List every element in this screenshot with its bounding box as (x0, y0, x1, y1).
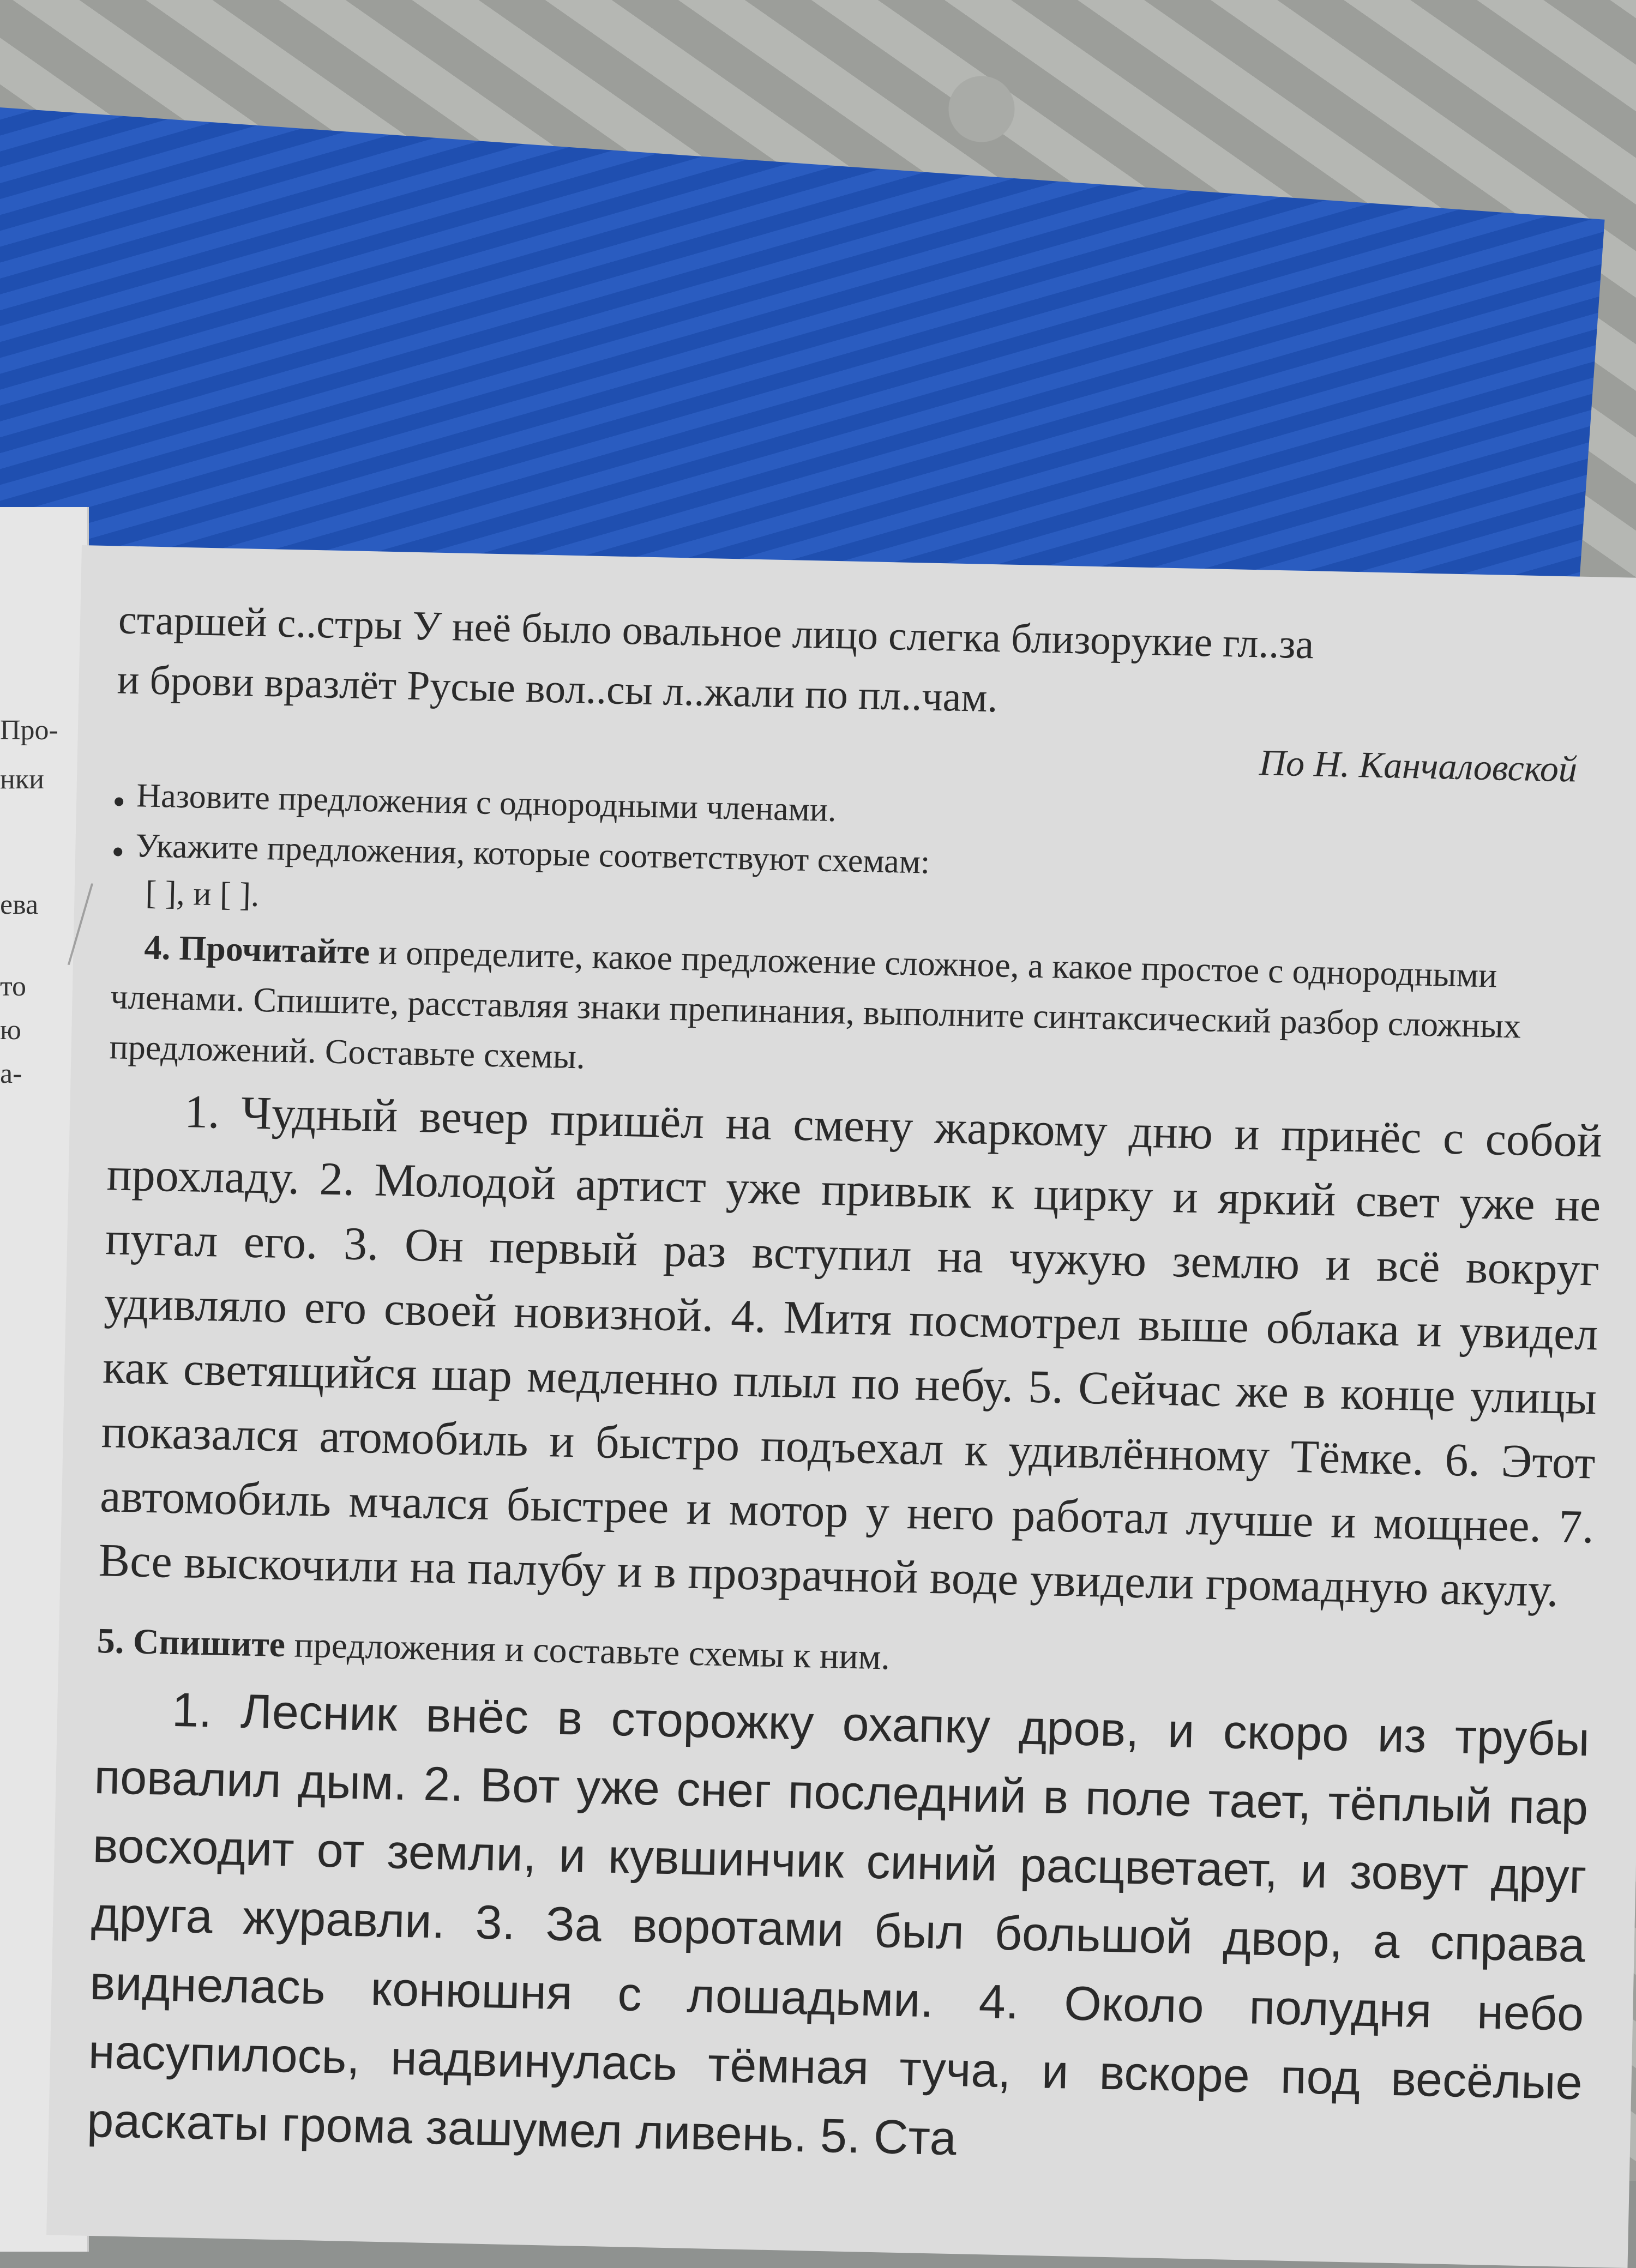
left-fragment: Про- (0, 715, 58, 746)
left-fragment: ю (0, 1015, 21, 1046)
left-fragment: то (0, 971, 27, 1002)
task-5-text: предложения и составьте схемы к ним. (293, 1625, 891, 1678)
bullet-icon (113, 847, 122, 856)
question-text: Назовите предложения с однородными членами. (136, 777, 837, 829)
task-4-sentences: 1. Чудный вечер пришёл на смену жаркому дню и принёс с собой прохладу. 2. Молодой артист уже привык к цирку и яркий свет уже не пугал его. 3. Он первый раз вступил на чужую землю и всё вокруг удивляло его своей новизной. 4. Митя посмотрел выше облака и увидел как светящийся шар медленно плыл по небу. 5. Сейчас же в конце улицы показался атомобиль и быстро подъехал к удивлённому Тёмке. 6. Этот автомобиль мчался быстрее и мотор у него работал лучше и мощнее. 7. Все выскочили на палубу и в прозрачной воде увидели громадную акулу. (98, 1085, 1603, 1617)
task-4-number: 4. Прочитайте (143, 927, 370, 972)
task-5-number: 5. Спишите (97, 1621, 286, 1665)
left-fragment: нки (0, 764, 44, 795)
task-4-instruction (109, 921, 1606, 1103)
page-content (86, 589, 1613, 2186)
schema: [ ], и [ ]. (145, 874, 260, 914)
task-4-text: и определите, какое предложение сложное, а какое простое с однородными членами. Спишите, расставляя знаки препинания, выполните синтаксический разбор сложных предложений. Составьте схемы. (109, 932, 1521, 1076)
passage-line: старшей с..стры У неё было овальное лицо слегка близорукие гл..за (118, 596, 1315, 668)
left-fragment: ева (0, 889, 39, 920)
attribution: По Н. Канчаловской (1259, 741, 1578, 790)
question-text: Укажите предложения, которые соответствуют схемам: (135, 827, 930, 881)
bullet-icon (115, 797, 123, 806)
passage-line: и брови вразлёт Русые вол..сы л..жали по пл..чам. (116, 656, 999, 721)
task-5-sentences: 1. Лесник внёс в сторожку охапку дров, и скоро из трубы повалил дым. 2. Вот уже снег последний в поле тает, тёплый пар восходит от земли, и кувшинчик синий расцветает, и зовут друг друга журавли. 3. За воротами был большой двор, а справа виднелась конюшня с лошадьми. 4. Около полудня небо насупилось, надвинулась тёмная туча, и вскоре под весёлые раскаты грома зашумел ливень. 5. Ста (86, 1682, 1590, 2166)
book-page (46, 545, 1636, 2268)
left-fragment: а- (0, 1058, 22, 1089)
